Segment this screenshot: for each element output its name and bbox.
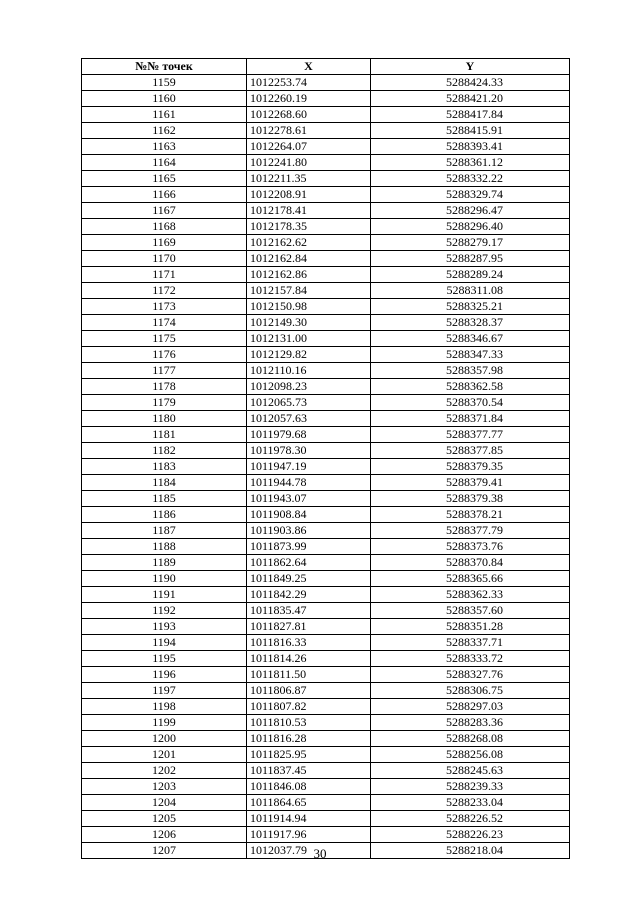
cell-y: 5288226.52 bbox=[371, 811, 570, 827]
table-row bbox=[82, 667, 570, 683]
cell-x: 1011816.33 bbox=[247, 635, 371, 651]
cell-x: 1011978.30 bbox=[247, 443, 371, 459]
cell-x: 1012211.35 bbox=[247, 171, 371, 187]
cell-y: 5288332.22 bbox=[371, 171, 570, 187]
table-row bbox=[82, 107, 570, 123]
table-row bbox=[82, 267, 570, 283]
cell-x: 1011846.08 bbox=[247, 779, 371, 795]
cell-point-number: 1176 bbox=[82, 347, 247, 363]
cell-point-number: 1199 bbox=[82, 715, 247, 731]
coordinates-table bbox=[81, 58, 570, 859]
cell-point-number: 1190 bbox=[82, 571, 247, 587]
cell-x: 1011849.25 bbox=[247, 571, 371, 587]
table-row bbox=[82, 555, 570, 571]
cell-point-number: 1191 bbox=[82, 587, 247, 603]
table-row bbox=[82, 571, 570, 587]
table-row bbox=[82, 155, 570, 171]
cell-y: 5288333.72 bbox=[371, 651, 570, 667]
cell-point-number: 1169 bbox=[82, 235, 247, 251]
cell-x: 1011917.96 bbox=[247, 827, 371, 843]
cell-point-number: 1172 bbox=[82, 283, 247, 299]
cell-point-number: 1160 bbox=[82, 91, 247, 107]
cell-y: 5288370.84 bbox=[371, 555, 570, 571]
cell-y: 5288306.75 bbox=[371, 683, 570, 699]
cell-x: 1012057.63 bbox=[247, 411, 371, 427]
cell-x: 1011814.26 bbox=[247, 651, 371, 667]
table-row bbox=[82, 619, 570, 635]
cell-x: 1012278.61 bbox=[247, 123, 371, 139]
table-row bbox=[82, 795, 570, 811]
cell-point-number: 1188 bbox=[82, 539, 247, 555]
cell-y: 5288296.40 bbox=[371, 219, 570, 235]
cell-point-number: 1159 bbox=[82, 75, 247, 91]
cell-point-number: 1183 bbox=[82, 459, 247, 475]
cell-x: 1012037.79 bbox=[247, 843, 371, 859]
cell-y: 5288365.66 bbox=[371, 571, 570, 587]
cell-point-number: 1177 bbox=[82, 363, 247, 379]
table-row bbox=[82, 779, 570, 795]
cell-x: 1012178.35 bbox=[247, 219, 371, 235]
cell-x: 1011908.84 bbox=[247, 507, 371, 523]
cell-point-number: 1197 bbox=[82, 683, 247, 699]
table-row bbox=[82, 331, 570, 347]
cell-y: 5288378.21 bbox=[371, 507, 570, 523]
cell-y: 5288351.28 bbox=[371, 619, 570, 635]
cell-y: 5288347.33 bbox=[371, 347, 570, 363]
cell-x: 1012264.07 bbox=[247, 139, 371, 155]
cell-x: 1011842.29 bbox=[247, 587, 371, 603]
cell-x: 1011944.78 bbox=[247, 475, 371, 491]
cell-x: 1011816.28 bbox=[247, 731, 371, 747]
cell-y: 5288362.33 bbox=[371, 587, 570, 603]
cell-y: 5288361.12 bbox=[371, 155, 570, 171]
table-row bbox=[82, 635, 570, 651]
cell-y: 5288393.41 bbox=[371, 139, 570, 155]
cell-point-number: 1204 bbox=[82, 795, 247, 811]
cell-x: 1012260.19 bbox=[247, 91, 371, 107]
table-row bbox=[82, 491, 570, 507]
cell-y: 5288311.08 bbox=[371, 283, 570, 299]
cell-point-number: 1181 bbox=[82, 427, 247, 443]
cell-x: 1012131.00 bbox=[247, 331, 371, 347]
page-number: 30 bbox=[313, 846, 327, 861]
cell-y: 5288245.63 bbox=[371, 763, 570, 779]
table-row bbox=[82, 587, 570, 603]
header-y: Y bbox=[371, 59, 570, 75]
cell-y: 5288373.76 bbox=[371, 539, 570, 555]
cell-point-number: 1184 bbox=[82, 475, 247, 491]
table-row bbox=[82, 811, 570, 827]
cell-point-number: 1189 bbox=[82, 555, 247, 571]
table-row bbox=[82, 91, 570, 107]
table-row bbox=[82, 699, 570, 715]
cell-point-number: 1164 bbox=[82, 155, 247, 171]
table-row bbox=[82, 523, 570, 539]
cell-y: 5288421.20 bbox=[371, 91, 570, 107]
cell-point-number: 1168 bbox=[82, 219, 247, 235]
cell-y: 5288370.54 bbox=[371, 395, 570, 411]
table-row bbox=[82, 539, 570, 555]
cell-x: 1011864.65 bbox=[247, 795, 371, 811]
cell-point-number: 1195 bbox=[82, 651, 247, 667]
cell-x: 1012098.23 bbox=[247, 379, 371, 395]
cell-point-number: 1180 bbox=[82, 411, 247, 427]
cell-point-number: 1205 bbox=[82, 811, 247, 827]
cell-y: 5288424.33 bbox=[371, 75, 570, 91]
header-x: X bbox=[247, 59, 371, 75]
cell-point-number: 1198 bbox=[82, 699, 247, 715]
cell-y: 5288239.33 bbox=[371, 779, 570, 795]
table-row bbox=[82, 235, 570, 251]
cell-y: 5288379.38 bbox=[371, 491, 570, 507]
cell-x: 1011873.99 bbox=[247, 539, 371, 555]
cell-x: 1012162.62 bbox=[247, 235, 371, 251]
cell-point-number: 1162 bbox=[82, 123, 247, 139]
cell-point-number: 1193 bbox=[82, 619, 247, 635]
cell-x: 1012149.30 bbox=[247, 315, 371, 331]
cell-x: 1011837.45 bbox=[247, 763, 371, 779]
cell-y: 5288296.47 bbox=[371, 203, 570, 219]
cell-y: 5288379.35 bbox=[371, 459, 570, 475]
cell-y: 5288297.03 bbox=[371, 699, 570, 715]
cell-y: 5288377.85 bbox=[371, 443, 570, 459]
cell-y: 5288287.95 bbox=[371, 251, 570, 267]
table-row bbox=[82, 139, 570, 155]
cell-x: 1011862.64 bbox=[247, 555, 371, 571]
table-row bbox=[82, 731, 570, 747]
cell-y: 5288337.71 bbox=[371, 635, 570, 651]
cell-point-number: 1192 bbox=[82, 603, 247, 619]
cell-x: 1011811.50 bbox=[247, 667, 371, 683]
cell-y: 5288357.60 bbox=[371, 603, 570, 619]
table-row bbox=[82, 507, 570, 523]
cell-x: 1012208.91 bbox=[247, 187, 371, 203]
table-body bbox=[82, 75, 570, 859]
table-row bbox=[82, 747, 570, 763]
table-row bbox=[82, 603, 570, 619]
table-row bbox=[82, 459, 570, 475]
cell-y: 5288379.41 bbox=[371, 475, 570, 491]
cell-y: 5288377.77 bbox=[371, 427, 570, 443]
table-row bbox=[82, 475, 570, 491]
cell-point-number: 1178 bbox=[82, 379, 247, 395]
cell-x: 1012178.41 bbox=[247, 203, 371, 219]
cell-point-number: 1173 bbox=[82, 299, 247, 315]
cell-x: 1012162.84 bbox=[247, 251, 371, 267]
table-row bbox=[82, 379, 570, 395]
table-row bbox=[82, 347, 570, 363]
cell-point-number: 1203 bbox=[82, 779, 247, 795]
cell-point-number: 1185 bbox=[82, 491, 247, 507]
cell-point-number: 1196 bbox=[82, 667, 247, 683]
cell-point-number: 1207 bbox=[82, 843, 247, 859]
table-row bbox=[82, 219, 570, 235]
table-row bbox=[82, 827, 570, 843]
cell-x: 1011810.53 bbox=[247, 715, 371, 731]
cell-point-number: 1186 bbox=[82, 507, 247, 523]
table-row bbox=[82, 75, 570, 91]
table-row bbox=[82, 763, 570, 779]
cell-y: 5288357.98 bbox=[371, 363, 570, 379]
cell-y: 5288417.84 bbox=[371, 107, 570, 123]
cell-point-number: 1201 bbox=[82, 747, 247, 763]
cell-point-number: 1174 bbox=[82, 315, 247, 331]
table-header-row bbox=[82, 59, 570, 75]
cell-x: 1012241.80 bbox=[247, 155, 371, 171]
cell-point-number: 1170 bbox=[82, 251, 247, 267]
cell-point-number: 1182 bbox=[82, 443, 247, 459]
table-row bbox=[82, 187, 570, 203]
cell-x: 1012268.60 bbox=[247, 107, 371, 123]
cell-y: 5288226.23 bbox=[371, 827, 570, 843]
cell-point-number: 1161 bbox=[82, 107, 247, 123]
cell-y: 5288415.91 bbox=[371, 123, 570, 139]
cell-x: 1011943.07 bbox=[247, 491, 371, 507]
cell-x: 1012110.16 bbox=[247, 363, 371, 379]
cell-x: 1012253.74 bbox=[247, 75, 371, 91]
table-row bbox=[82, 715, 570, 731]
cell-y: 5288283.36 bbox=[371, 715, 570, 731]
table-row bbox=[82, 315, 570, 331]
table-row bbox=[82, 395, 570, 411]
cell-point-number: 1171 bbox=[82, 267, 247, 283]
cell-y: 5288371.84 bbox=[371, 411, 570, 427]
table-row bbox=[82, 363, 570, 379]
cell-x: 1011825.95 bbox=[247, 747, 371, 763]
cell-y: 5288377.79 bbox=[371, 523, 570, 539]
table-row bbox=[82, 651, 570, 667]
cell-x: 1012129.82 bbox=[247, 347, 371, 363]
table-row bbox=[82, 299, 570, 315]
cell-y: 5288233.04 bbox=[371, 795, 570, 811]
cell-point-number: 1200 bbox=[82, 731, 247, 747]
cell-y: 5288328.37 bbox=[371, 315, 570, 331]
cell-y: 5288268.08 bbox=[371, 731, 570, 747]
cell-point-number: 1165 bbox=[82, 171, 247, 187]
cell-x: 1011914.94 bbox=[247, 811, 371, 827]
cell-point-number: 1167 bbox=[82, 203, 247, 219]
table-row bbox=[82, 683, 570, 699]
cell-point-number: 1175 bbox=[82, 331, 247, 347]
cell-y: 5288218.04 bbox=[371, 843, 570, 859]
table-row bbox=[82, 123, 570, 139]
cell-y: 5288289.24 bbox=[371, 267, 570, 283]
table-row bbox=[82, 171, 570, 187]
cell-x: 1011807.82 bbox=[247, 699, 371, 715]
cell-x: 1011903.86 bbox=[247, 523, 371, 539]
cell-point-number: 1202 bbox=[82, 763, 247, 779]
table-row bbox=[82, 251, 570, 267]
cell-point-number: 1166 bbox=[82, 187, 247, 203]
cell-point-number: 1187 bbox=[82, 523, 247, 539]
cell-y: 5288256.08 bbox=[371, 747, 570, 763]
table-row bbox=[82, 411, 570, 427]
cell-y: 5288362.58 bbox=[371, 379, 570, 395]
table-row bbox=[82, 203, 570, 219]
cell-x: 1011947.19 bbox=[247, 459, 371, 475]
table-row bbox=[82, 283, 570, 299]
cell-x: 1011827.81 bbox=[247, 619, 371, 635]
cell-y: 5288325.21 bbox=[371, 299, 570, 315]
cell-point-number: 1194 bbox=[82, 635, 247, 651]
cell-x: 1011979.68 bbox=[247, 427, 371, 443]
cell-y: 5288346.67 bbox=[371, 331, 570, 347]
cell-point-number: 1163 bbox=[82, 139, 247, 155]
cell-point-number: 1206 bbox=[82, 827, 247, 843]
cell-x: 1012162.86 bbox=[247, 267, 371, 283]
cell-x: 1011835.47 bbox=[247, 603, 371, 619]
cell-y: 5288329.74 bbox=[371, 187, 570, 203]
cell-y: 5288327.76 bbox=[371, 667, 570, 683]
header-point-number: №№ точек bbox=[82, 59, 247, 75]
cell-y: 5288279.17 bbox=[371, 235, 570, 251]
cell-x: 1012065.73 bbox=[247, 395, 371, 411]
cell-point-number: 1179 bbox=[82, 395, 247, 411]
table-row bbox=[82, 443, 570, 459]
cell-x: 1012150.98 bbox=[247, 299, 371, 315]
table-row bbox=[82, 427, 570, 443]
cell-x: 1011806.87 bbox=[247, 683, 371, 699]
cell-x: 1012157.84 bbox=[247, 283, 371, 299]
